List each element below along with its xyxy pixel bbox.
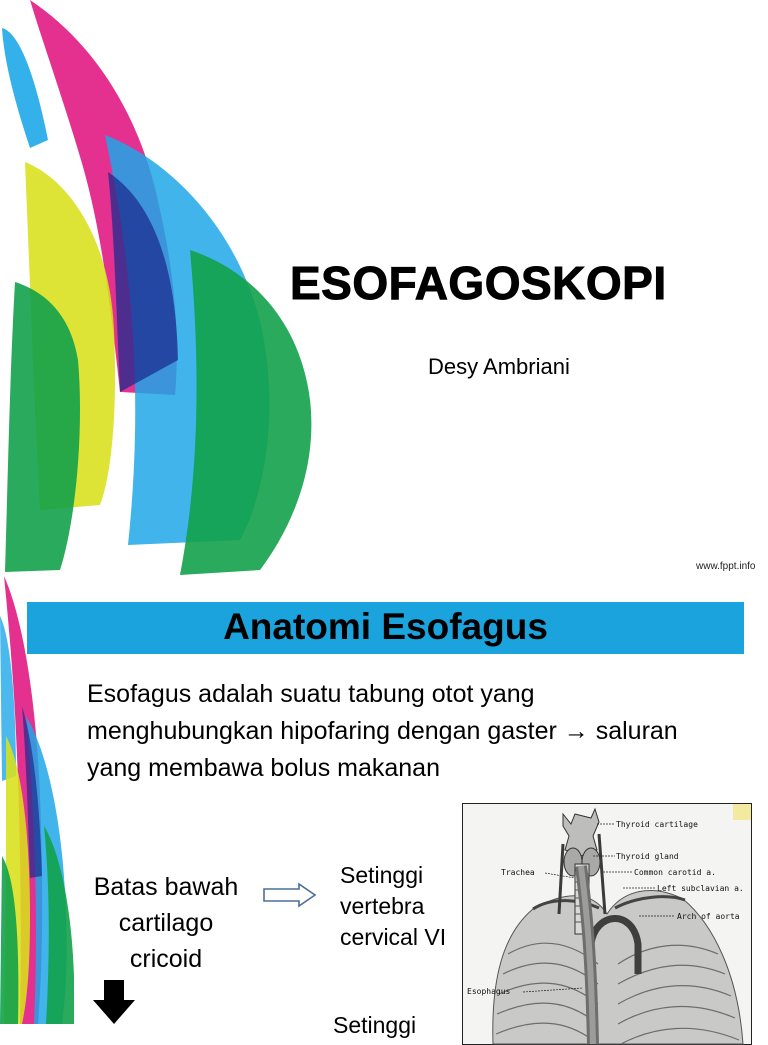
upper-limit-text [76, 869, 256, 977]
label-thyroid-gland: Thyroid gland [616, 852, 679, 861]
second-level-text: Setinggi [333, 1012, 417, 1038]
presentation-title: ESOFAGOSKOPI [290, 257, 667, 309]
anatomy-slide [0, 576, 768, 1038]
slide-title: Anatomi Esofagus [223, 606, 548, 647]
esophagus-anatomy-figure [462, 803, 752, 1045]
label-thyroid-cartilage: Thyroid cartilage [616, 820, 698, 829]
title-bar [27, 602, 744, 654]
author-name: Desy Ambriani [428, 354, 570, 379]
upper-limit-line: cartilago [118, 909, 214, 937]
vertebra-level-line: vertebra [340, 893, 425, 919]
label-esophagus: Esophagus [467, 987, 511, 996]
decorative-ribbons [0, 0, 330, 576]
right-arrow-icon [263, 883, 317, 907]
upper-limit-line: Batas bawah [93, 873, 239, 901]
vertebra-level-line: cervical VI [340, 924, 447, 950]
down-arrow-icon [92, 980, 136, 1024]
label-arch-of-aorta: Arch of aorta [677, 912, 740, 921]
label-trachea: Trachea [501, 868, 535, 877]
vertebra-level-text [340, 860, 465, 953]
anatomy-illustration [463, 804, 751, 1044]
label-common-carotid: Common carotid a. [634, 868, 716, 877]
upper-limit-line: cricoid [129, 945, 203, 973]
vertebra-level-line: Setinggi [340, 862, 424, 888]
label-left-subclavian: Left subclavian a. [657, 884, 744, 893]
watermark-url: www.fppt.info [696, 561, 756, 572]
definition-paragraph: Esofagus adalah suatu tabung otot yang menghubungkan hipofaring dengan gaster → saluran yang membawa bolus makanan [87, 680, 678, 782]
